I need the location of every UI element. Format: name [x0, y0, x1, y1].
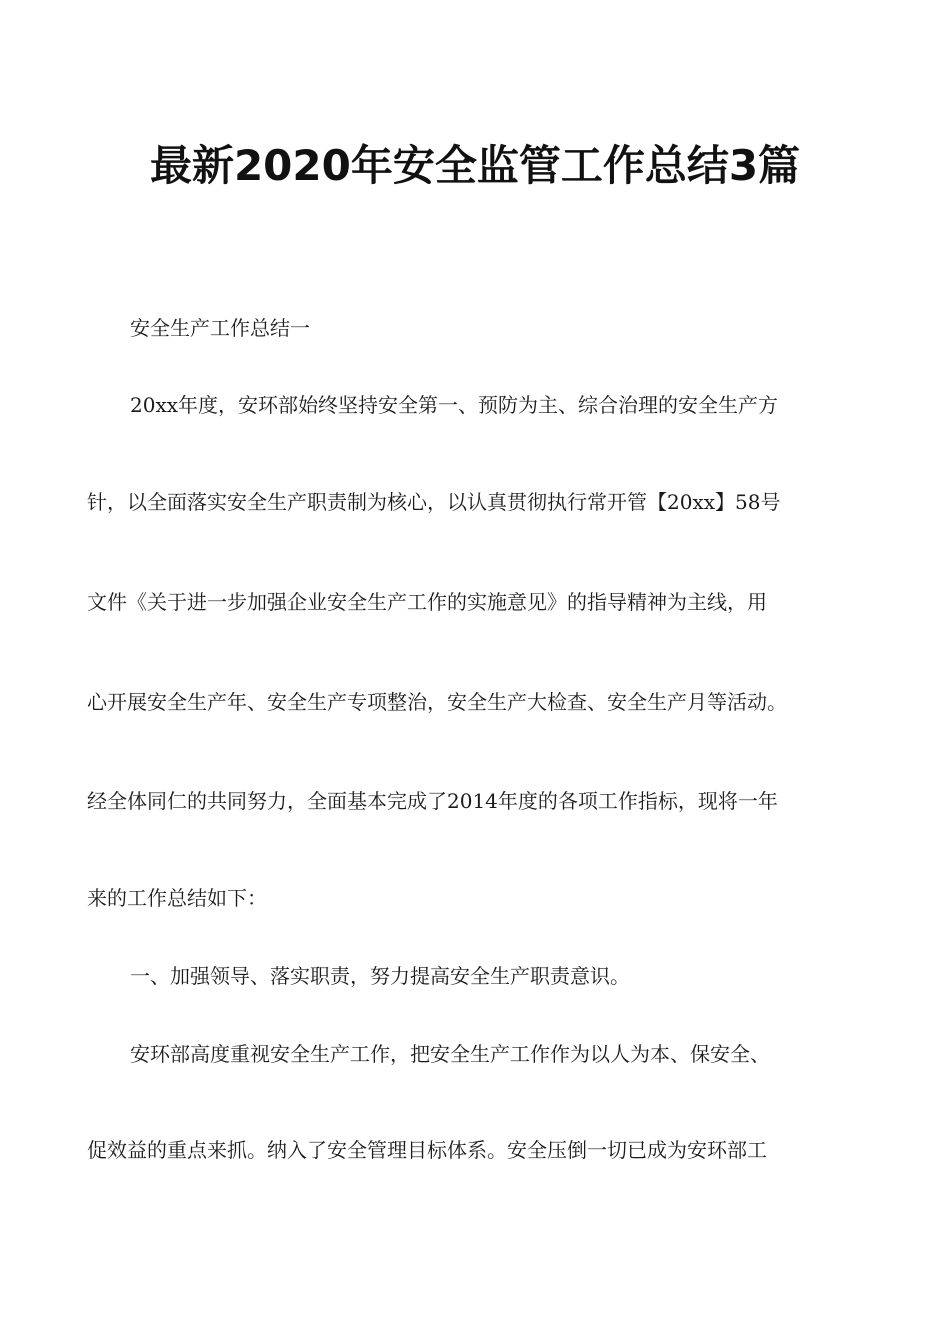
paragraph-line: 心开展安全生产年、安全生产专项整治，安全生产大检查、安全生产月等活动。 — [87, 690, 787, 714]
paragraph-line: 经全体同仁的共同努力，全面基本完成了2014年度的各项工作指标，现将一年 — [87, 789, 778, 813]
paragraph-line: 20xx年度，安环部始终坚持安全第一、预防为主、综合治理的安全生产方 — [130, 393, 779, 417]
paragraph-line: 促效益的重点来抓。纳入了安全管理目标体系。安全压倒一切已成为安环部工 — [87, 1138, 767, 1162]
paragraph-line: 文件《关于进一步加强企业安全生产工作的实施意见》的指导精神为主线，用 — [87, 590, 767, 614]
section-heading: 安全生产工作总结一 — [130, 316, 310, 340]
paragraph-line: 针，以全面落实安全生产职责制为核心，以认真贯彻执行常开管【20xx】58号 — [87, 490, 781, 514]
subsection-heading: 一、加强领导、落实职责，努力提高安全生产职责意识。 — [130, 964, 630, 988]
document-title: 最新2020年安全监管工作总结3篇 — [149, 141, 801, 190]
paragraph-line: 安环部高度重视安全生产工作，把安全生产工作作为以人为本、保安全、 — [130, 1042, 770, 1066]
paragraph-line: 来的工作总结如下： — [87, 886, 267, 910]
